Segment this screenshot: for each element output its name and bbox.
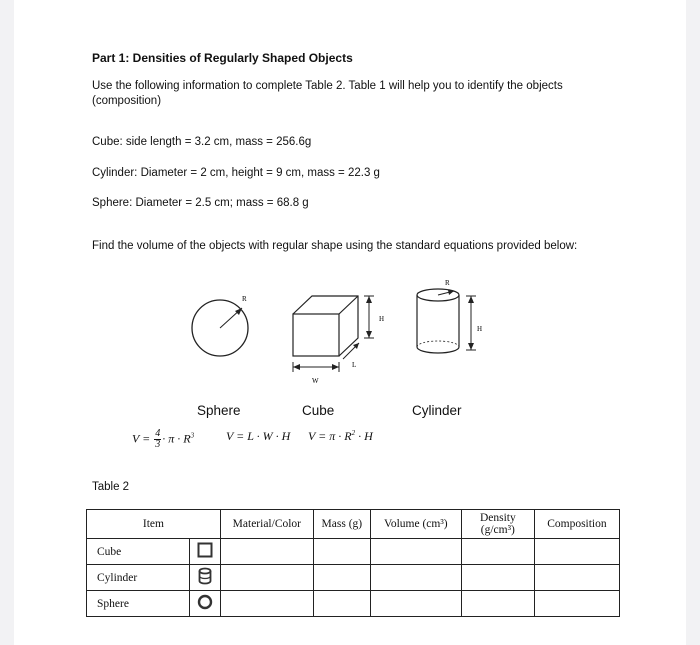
cube-label: Cube: [302, 403, 335, 418]
cylinder-height-label: H: [477, 325, 483, 333]
composition-cell[interactable]: [534, 565, 619, 591]
material-header: Material/Color: [220, 510, 313, 539]
item-cube: Cube: [87, 539, 190, 565]
sphere-radius-label: R: [242, 295, 247, 303]
cube-diagram: [293, 296, 384, 385]
cylinder-exponent: 2: [351, 429, 356, 437]
sphere-formula-rhs: · π · R: [162, 431, 191, 446]
density-header-line2: (g/cm³): [480, 524, 515, 536]
fraction-denominator: 3: [155, 439, 161, 450]
square-icon: [197, 542, 213, 558]
sphere-label: Sphere: [197, 403, 241, 418]
composition-header: Composition: [534, 510, 619, 539]
cylinder-icon: [198, 567, 212, 585]
document-page: [14, 0, 686, 645]
cube-formula: V = L · W · H: [226, 429, 291, 443]
fraction-numerator: 4: [155, 428, 161, 439]
material-cell[interactable]: [220, 591, 313, 617]
item-header: Item: [87, 510, 221, 539]
cube-width-label: W: [312, 377, 319, 385]
sphere-given: Sphere: Diameter = 2.5 cm; mass = 68.8 g: [92, 197, 309, 209]
circle-icon: [197, 594, 213, 610]
composition-cell[interactable]: [534, 591, 619, 617]
sphere-diagram: [192, 295, 248, 356]
cylinder-label: Cylinder: [412, 403, 462, 418]
sphere-formula: [132, 429, 194, 450]
cylinder-given: Cylinder: Diameter = 2 cm, height = 9 cm, mass = 22.3 g: [92, 167, 380, 179]
volume-cell[interactable]: [370, 539, 461, 565]
sphere-exponent: 3: [190, 431, 195, 440]
density-cell[interactable]: [461, 565, 534, 591]
mass-cell[interactable]: [313, 591, 370, 617]
item-cylinder: Cylinder: [87, 565, 190, 591]
shapes-figure: [14, 270, 686, 400]
density-cell[interactable]: [461, 539, 534, 565]
density-header: [461, 510, 534, 539]
density-cell[interactable]: [461, 591, 534, 617]
table-row: [87, 539, 620, 565]
density-header-line1: Density: [479, 512, 516, 524]
material-cell[interactable]: [220, 565, 313, 591]
table-row: [87, 591, 620, 617]
cylinder-radius-label: R: [445, 279, 450, 287]
table-row: [87, 565, 620, 591]
table-caption: Table 2: [92, 481, 130, 493]
cylinder-formula: [308, 429, 373, 444]
cube-height-label: H: [379, 315, 385, 323]
four-thirds-fraction: [154, 429, 161, 450]
cube-given: Cube: side length = 3.2 cm, mass = 256.6g: [92, 136, 312, 148]
volume-cell[interactable]: [370, 565, 461, 591]
composition-cell[interactable]: [534, 539, 619, 565]
mass-cell[interactable]: [313, 565, 370, 591]
data-table: [86, 509, 620, 617]
cylinder-formula-main: V = π · R: [308, 429, 352, 443]
page-title: Part 1: Densities of Regularly Shaped Objects: [92, 51, 353, 65]
volume-cell[interactable]: [370, 591, 461, 617]
volume-header: Volume (cm³): [370, 510, 461, 539]
material-cell[interactable]: [220, 539, 313, 565]
sphere-formula-lhs: V =: [132, 431, 151, 446]
mass-cell[interactable]: [313, 539, 370, 565]
intro-text: Use the following information to complete Table 2. Table 1 will help you to identify the objects: [92, 80, 563, 92]
cylinder-formula-tail: · H: [358, 429, 373, 443]
item-sphere: Sphere: [87, 591, 190, 617]
intro-text-line2: (composition): [92, 95, 162, 107]
volume-instruction: Find the volume of the objects with regular shape using the standard equations provided below:: [92, 240, 578, 252]
cube-length-label: L: [352, 361, 357, 369]
table-header-row: [87, 510, 620, 539]
mass-header: Mass (g): [313, 510, 370, 539]
cylinder-diagram: [417, 279, 482, 353]
